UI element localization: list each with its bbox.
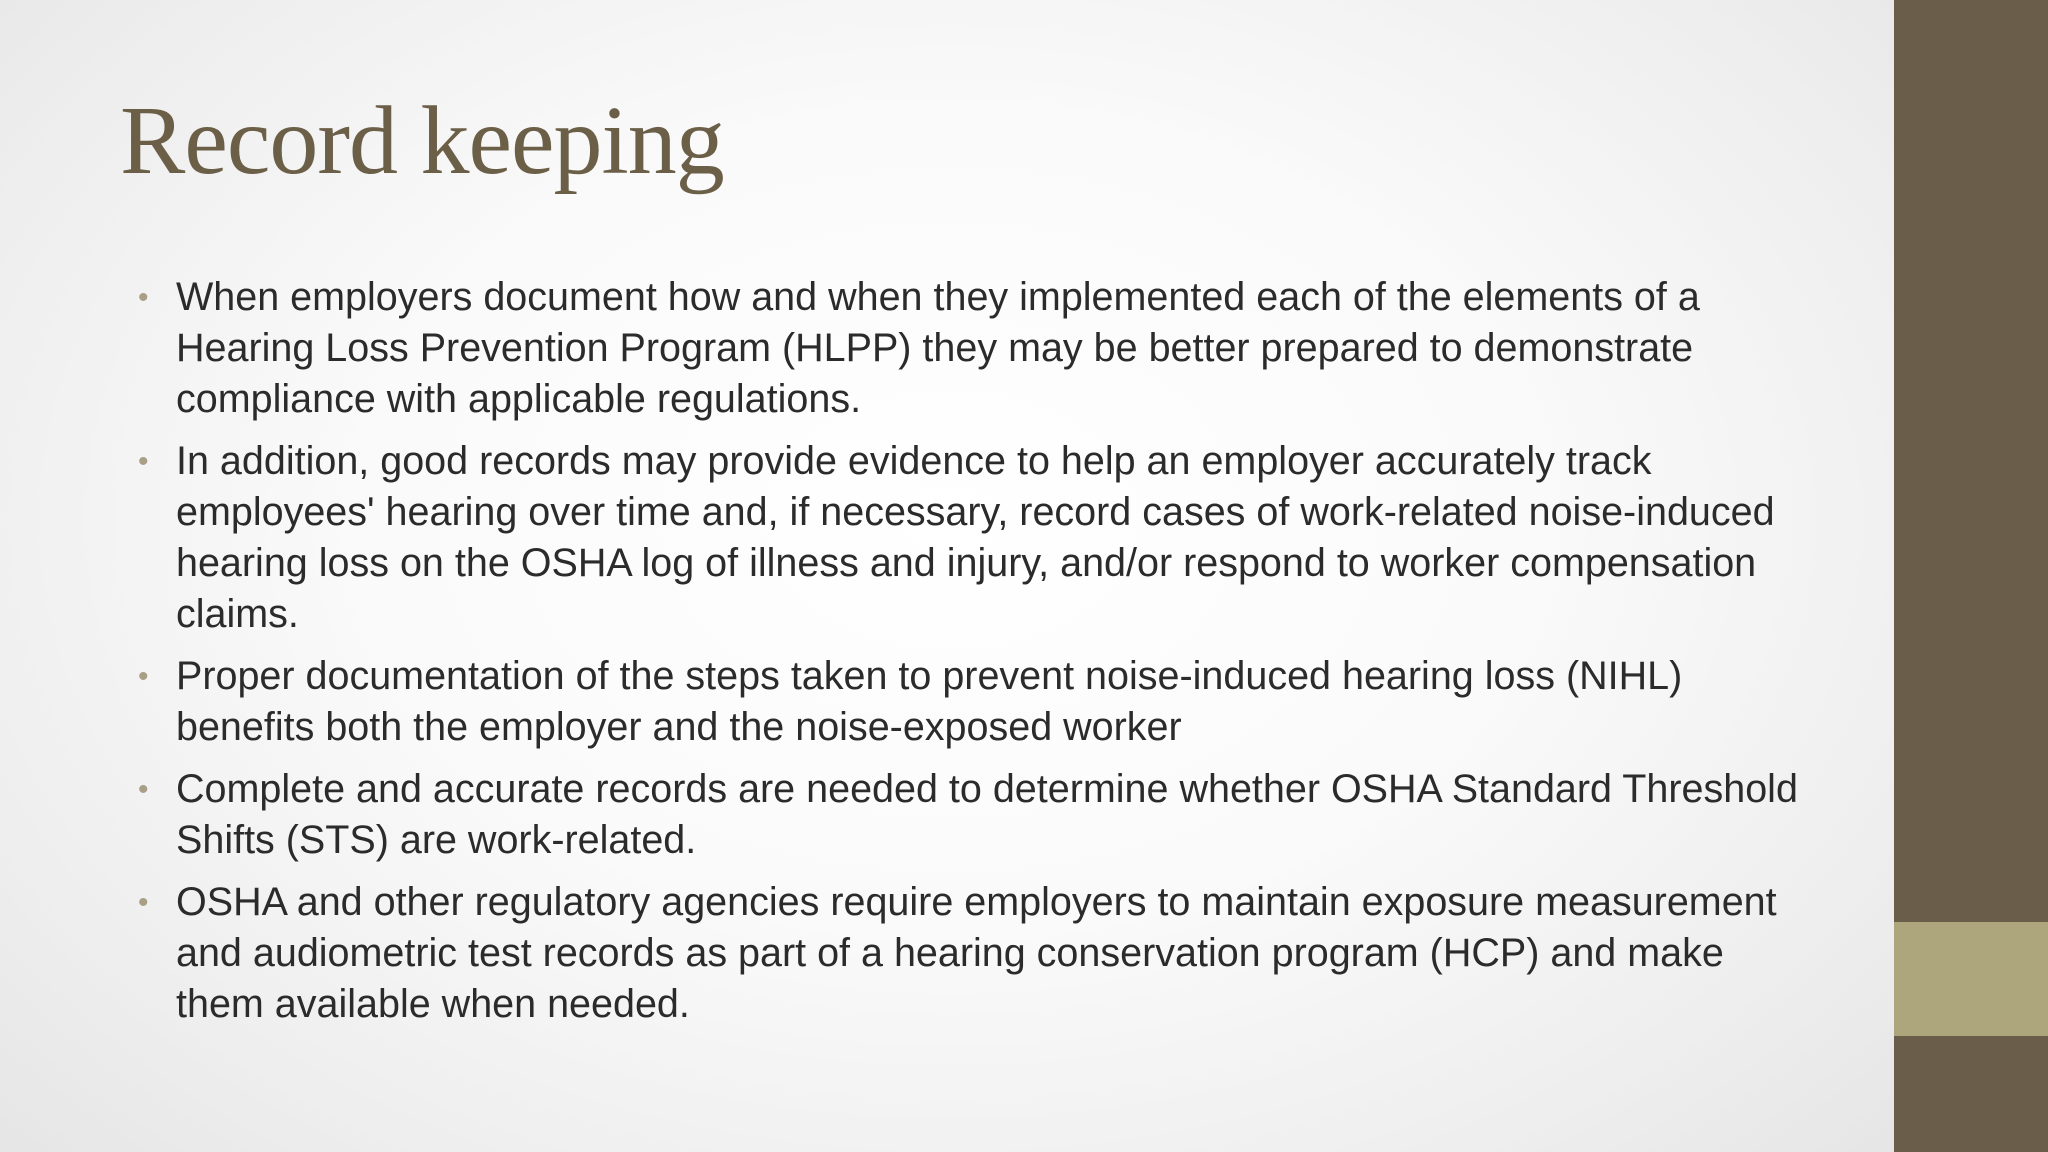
bullet-text: OSHA and other regulatory agencies require employers to maintain exposure measurement and audiometric test records as part of a hearing conservation program (HCP) and make them available when needed. — [176, 880, 1777, 1026]
bullet-text: In addition, good records may provide evidence to help an employer accurately track employees' hearing over time and, if necessary, record cases of work-related noise-induced hearing loss on the OSHA log of illness and injury, and/or respond to worker compensation claims. — [176, 439, 1775, 636]
bullet-item — [132, 877, 1812, 1030]
bullet-text: Proper documentation of the steps taken to prevent noise-induced hearing loss (NIHL) benefits both the employer and the noise-exposed worker — [176, 654, 1683, 749]
bullet-text: When employers document how and when they implemented each of the elements of a Hearing Loss Prevention Program (HLPP) they may be better prepared to demonstrate compliance with applicable regulations. — [176, 275, 1700, 421]
bullet-item — [132, 764, 1812, 866]
bullet-icon: • — [138, 773, 149, 806]
bullet-list — [132, 272, 1812, 1041]
bullet-icon: • — [138, 281, 149, 314]
bullet-item — [132, 436, 1812, 640]
bullet-item — [132, 651, 1812, 753]
bullet-item — [132, 272, 1812, 425]
bullet-icon: • — [138, 886, 149, 919]
bullet-icon: • — [138, 660, 149, 693]
bullet-text: Complete and accurate records are needed to determine whether OSHA Standard Threshold Shifts (STS) are work-related. — [176, 767, 1798, 862]
decorative-side-accent — [1894, 922, 2048, 1036]
bullet-icon: • — [138, 445, 149, 478]
slide-title: Record keeping — [120, 87, 724, 195]
